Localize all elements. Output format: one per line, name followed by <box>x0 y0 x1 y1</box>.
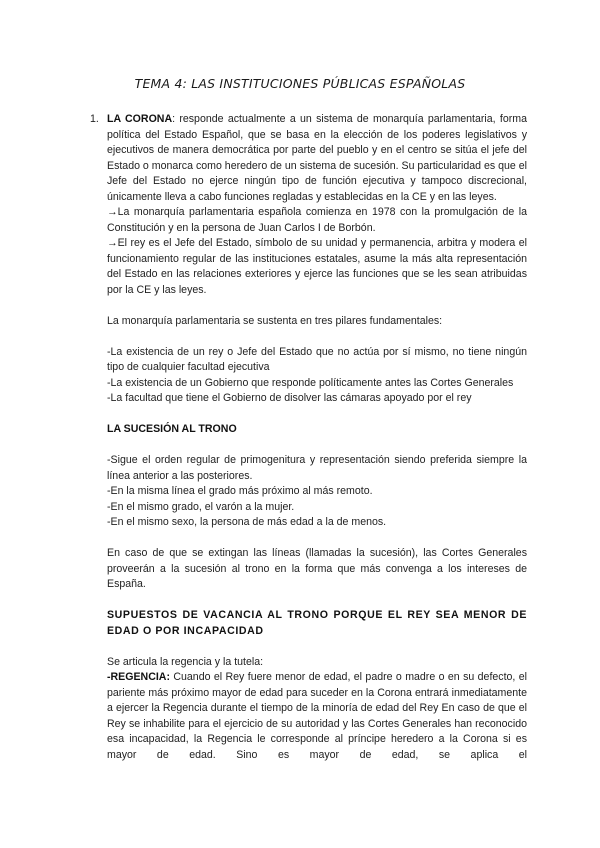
list-item-number: 1. <box>90 113 99 125</box>
section-heading-sucesion: LA SUCESIÓN AL TRONO <box>107 423 237 435</box>
regencia-label: -REGENCIA: <box>107 671 170 683</box>
pillar-item: -La existencia de un rey o Jefe del Estado que no actúa por sí mismo, no tiene ningún tipo de cualquier facultad ejecutiva <box>107 345 527 373</box>
corona-label: LA CORONA <box>107 113 173 125</box>
sucesion-item: -En la misma línea el grado más próximo al más remoto. <box>107 485 373 497</box>
vacancia-intro: Se articula la regencia y la tutela: <box>107 655 264 668</box>
document-body <box>107 112 527 763</box>
sucesion-closing: En caso de que se extingan las líneas (llamadas la sucesión), las Cortes Generales proveerán a la sucesión al trono en la forma que más convenga a los intereses de España. <box>107 547 527 590</box>
corona-text: : responde actualmente a un sistema de monarquía parlamentaria, forma política del Estado Español, que se basa en la elección de los poderes legislativos y ejecutivos de manera democrática por parte del pueblo y en el centro se sitúa el jefe del Estado o monarca como heredero de un sistema de sucesión. Su particularidad es que el Jefe del Estado no ejerce ningún tipo de función ejecutiva y tampoco discrecional, únicamente lleva a cabo funciones regladas y establecidas en la CE y en las leyes. <box>107 113 527 203</box>
section-heading-vacancia: SUPUESTOS DE VACANCIA AL TRONO PORQUE EL REY SEA MENOR DE EDAD O POR INCAPACIDAD <box>107 609 527 637</box>
regencia-text: Cuando el Rey fuere menor de edad, el padre o madre o en su defecto, el pariente más próximo mayor de edad para suceder en la Corona entrará inmediatamente a ejercer la Regencia durante el tiempo de la minoría de edad del Rey En caso de que el Rey se inhabilite para el ejercicio de su autoridad y las Cortes Generales han reconocido esa incapacidad, la Regencia le corresponde al príncipe heredero a la Corona si es mayor de edad. Sino es mayor de edad, se aplica el <box>107 671 527 761</box>
pillar-item: -La existencia de un Gobierno que responde políticamente antes las Cortes Generales <box>107 376 514 389</box>
sucesion-item: -En el mismo sexo, la persona de más edad a la de menos. <box>107 516 387 528</box>
pillar-item: -La facultad que tiene el Gobierno de disolver las cámaras apoyado por el rey <box>107 392 472 404</box>
pillars-intro: La monarquía parlamentaria se sustenta en tres pilares fundamentales: <box>107 314 443 327</box>
corona-paragraph-3: →El rey es el Jefe del Estado, símbolo de su unidad y permanencia, arbitra y modera el funcionamiento regular de las instituciones estatales, asume la más alta representación del Estado en las relaciones exteriores y ejerce las funciones que se les sean atribuidas por la CE y las leyes. <box>107 237 527 296</box>
corona-paragraph <box>107 112 527 205</box>
page-title: TEMA 4: LAS INSTITUCIONES PÚBLICAS ESPAÑOLAS <box>134 76 466 91</box>
sucesion-item: -Sigue el orden regular de primogenitura y representación siendo preferida siempre la línea anterior a las posteriores. <box>107 454 527 482</box>
regencia-paragraph <box>107 670 527 763</box>
corona-paragraph-2: →La monarquía parlamentaria española comienza en 1978 con la promulgación de la Constitución y en la persona de Juan Carlos I de Borbón. <box>107 206 527 234</box>
sucesion-item: -En el mismo grado, el varón a la mujer. <box>107 500 295 513</box>
